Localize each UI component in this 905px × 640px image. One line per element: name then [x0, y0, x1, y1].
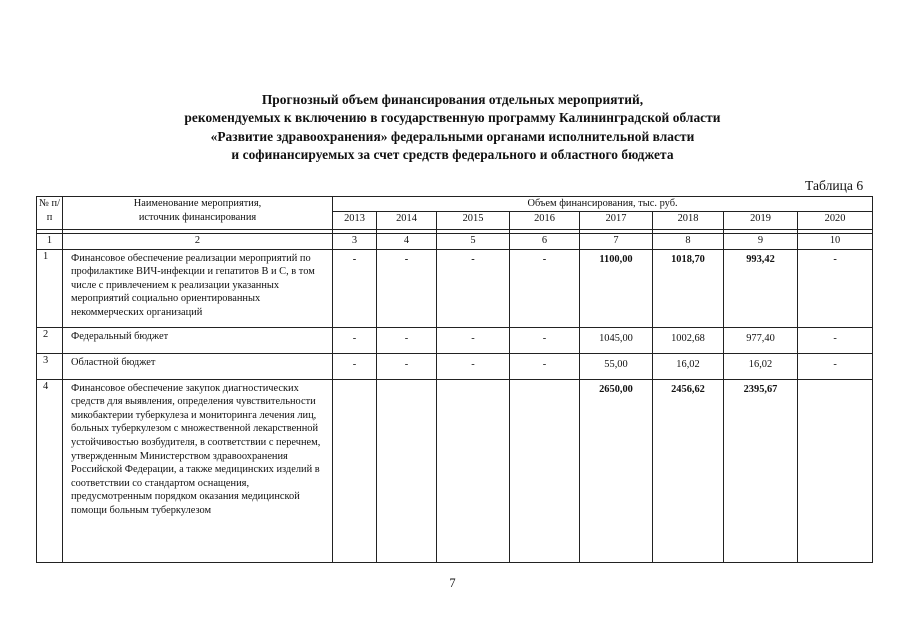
title-line-3: «Развитие здравоохранения» федеральными органами исполнительной власти — [210, 128, 695, 144]
column-index: 2 — [63, 233, 333, 249]
title-line-1: Прогнозный объем финансирования отдельных мероприятий, — [261, 92, 644, 107]
header-year: 2019 — [724, 211, 798, 229]
row-value: 16,02 — [653, 353, 724, 379]
row-number: 2 — [37, 327, 63, 353]
column-index: 6 — [510, 233, 580, 249]
row-value: 1018,70 — [653, 249, 724, 327]
row-value: - — [510, 249, 580, 327]
column-index-row — [37, 233, 873, 249]
row-value: 2650,00 — [580, 379, 653, 562]
row-value: - — [437, 249, 510, 327]
row-value: - — [377, 327, 437, 353]
table-label: Таблица 6 — [805, 178, 864, 193]
row-number: 4 — [37, 379, 63, 562]
column-index: 10 — [798, 233, 873, 249]
header-year: 2020 — [798, 211, 873, 229]
header-year: 2017 — [580, 211, 653, 229]
row-value: 977,40 — [724, 327, 798, 353]
row-value — [510, 379, 580, 562]
financing-table — [36, 196, 873, 563]
column-index: 3 — [333, 233, 377, 249]
row-number: 1 — [37, 249, 63, 327]
table-row — [37, 353, 873, 379]
row-value: 2395,67 — [724, 379, 798, 562]
page-number: 7 — [449, 576, 456, 590]
header-year: 2015 — [437, 211, 510, 229]
table-row — [37, 327, 873, 353]
row-value: - — [333, 353, 377, 379]
table-row — [37, 249, 873, 327]
row-value — [798, 379, 873, 562]
row-value: - — [510, 353, 580, 379]
row-name: Финансовое обеспечение закупок диагностических средств для выявления, определения чувствительности микобактерии туберкулеза и мониторинга лечения лиц, больных туберкулезом с множественной лекарственной устойчивостью возбудителя, в соответствии с перечнем, утвержденным Министерством здравоохранения Российской Федерации, а также медицинских изделий в соответствии со стандартом оснащения, предусмотренным порядком оказания медицинской помощи больным туберкулезом — [63, 379, 333, 562]
column-index: 4 — [377, 233, 437, 249]
column-index: 7 — [580, 233, 653, 249]
row-value: 55,00 — [580, 353, 653, 379]
header-name-line1: Наименование мероприятия, — [133, 198, 262, 209]
row-value — [437, 379, 510, 562]
row-value: - — [377, 353, 437, 379]
header-name — [63, 197, 333, 230]
row-value: - — [798, 249, 873, 327]
column-index: 5 — [437, 233, 510, 249]
row-value: 1100,00 — [580, 249, 653, 327]
row-value: - — [333, 249, 377, 327]
header-num: № п/п — [37, 197, 63, 230]
header-name-line2: источник финансирования — [138, 211, 257, 223]
table-row — [37, 379, 873, 562]
row-value — [377, 379, 437, 562]
header-row-top — [37, 197, 873, 212]
row-value: - — [437, 353, 510, 379]
row-name: Финансовое обеспечение реализации мероприятий по профилактике ВИЧ-инфекции и гепатитов В и С, в том числе с привлечением к реализации указанных мероприятий социально ориентированных некоммерческих организаций — [63, 249, 333, 327]
row-value: 1002,68 — [653, 327, 724, 353]
row-value: - — [798, 327, 873, 353]
row-value: - — [333, 327, 377, 353]
column-index: 1 — [37, 233, 63, 249]
title-line-2: рекомендуемых к включению в государственную программу Калининградской области — [184, 110, 721, 126]
row-value: 993,42 — [724, 249, 798, 327]
row-value — [333, 379, 377, 562]
column-index: 9 — [724, 233, 798, 249]
header-year: 2016 — [510, 211, 580, 229]
row-value: 1045,00 — [580, 327, 653, 353]
row-name: Федеральный бюджет — [63, 327, 333, 353]
header-group: Объем финансирования, тыс. руб. — [333, 197, 873, 212]
document-title — [0, 91, 905, 165]
header-year: 2013 — [333, 211, 377, 229]
title-line-4: и софинансируемых за счет средств федерального и областного бюджета — [231, 147, 674, 163]
column-index: 8 — [653, 233, 724, 249]
row-value: 16,02 — [724, 353, 798, 379]
row-value: - — [377, 249, 437, 327]
header-year: 2018 — [653, 211, 724, 229]
row-value: 2456,62 — [653, 379, 724, 562]
row-value: - — [510, 327, 580, 353]
row-number: 3 — [37, 353, 63, 379]
row-name: Областной бюджет — [63, 353, 333, 379]
header-year: 2014 — [377, 211, 437, 229]
row-value: - — [437, 327, 510, 353]
row-value: - — [798, 353, 873, 379]
